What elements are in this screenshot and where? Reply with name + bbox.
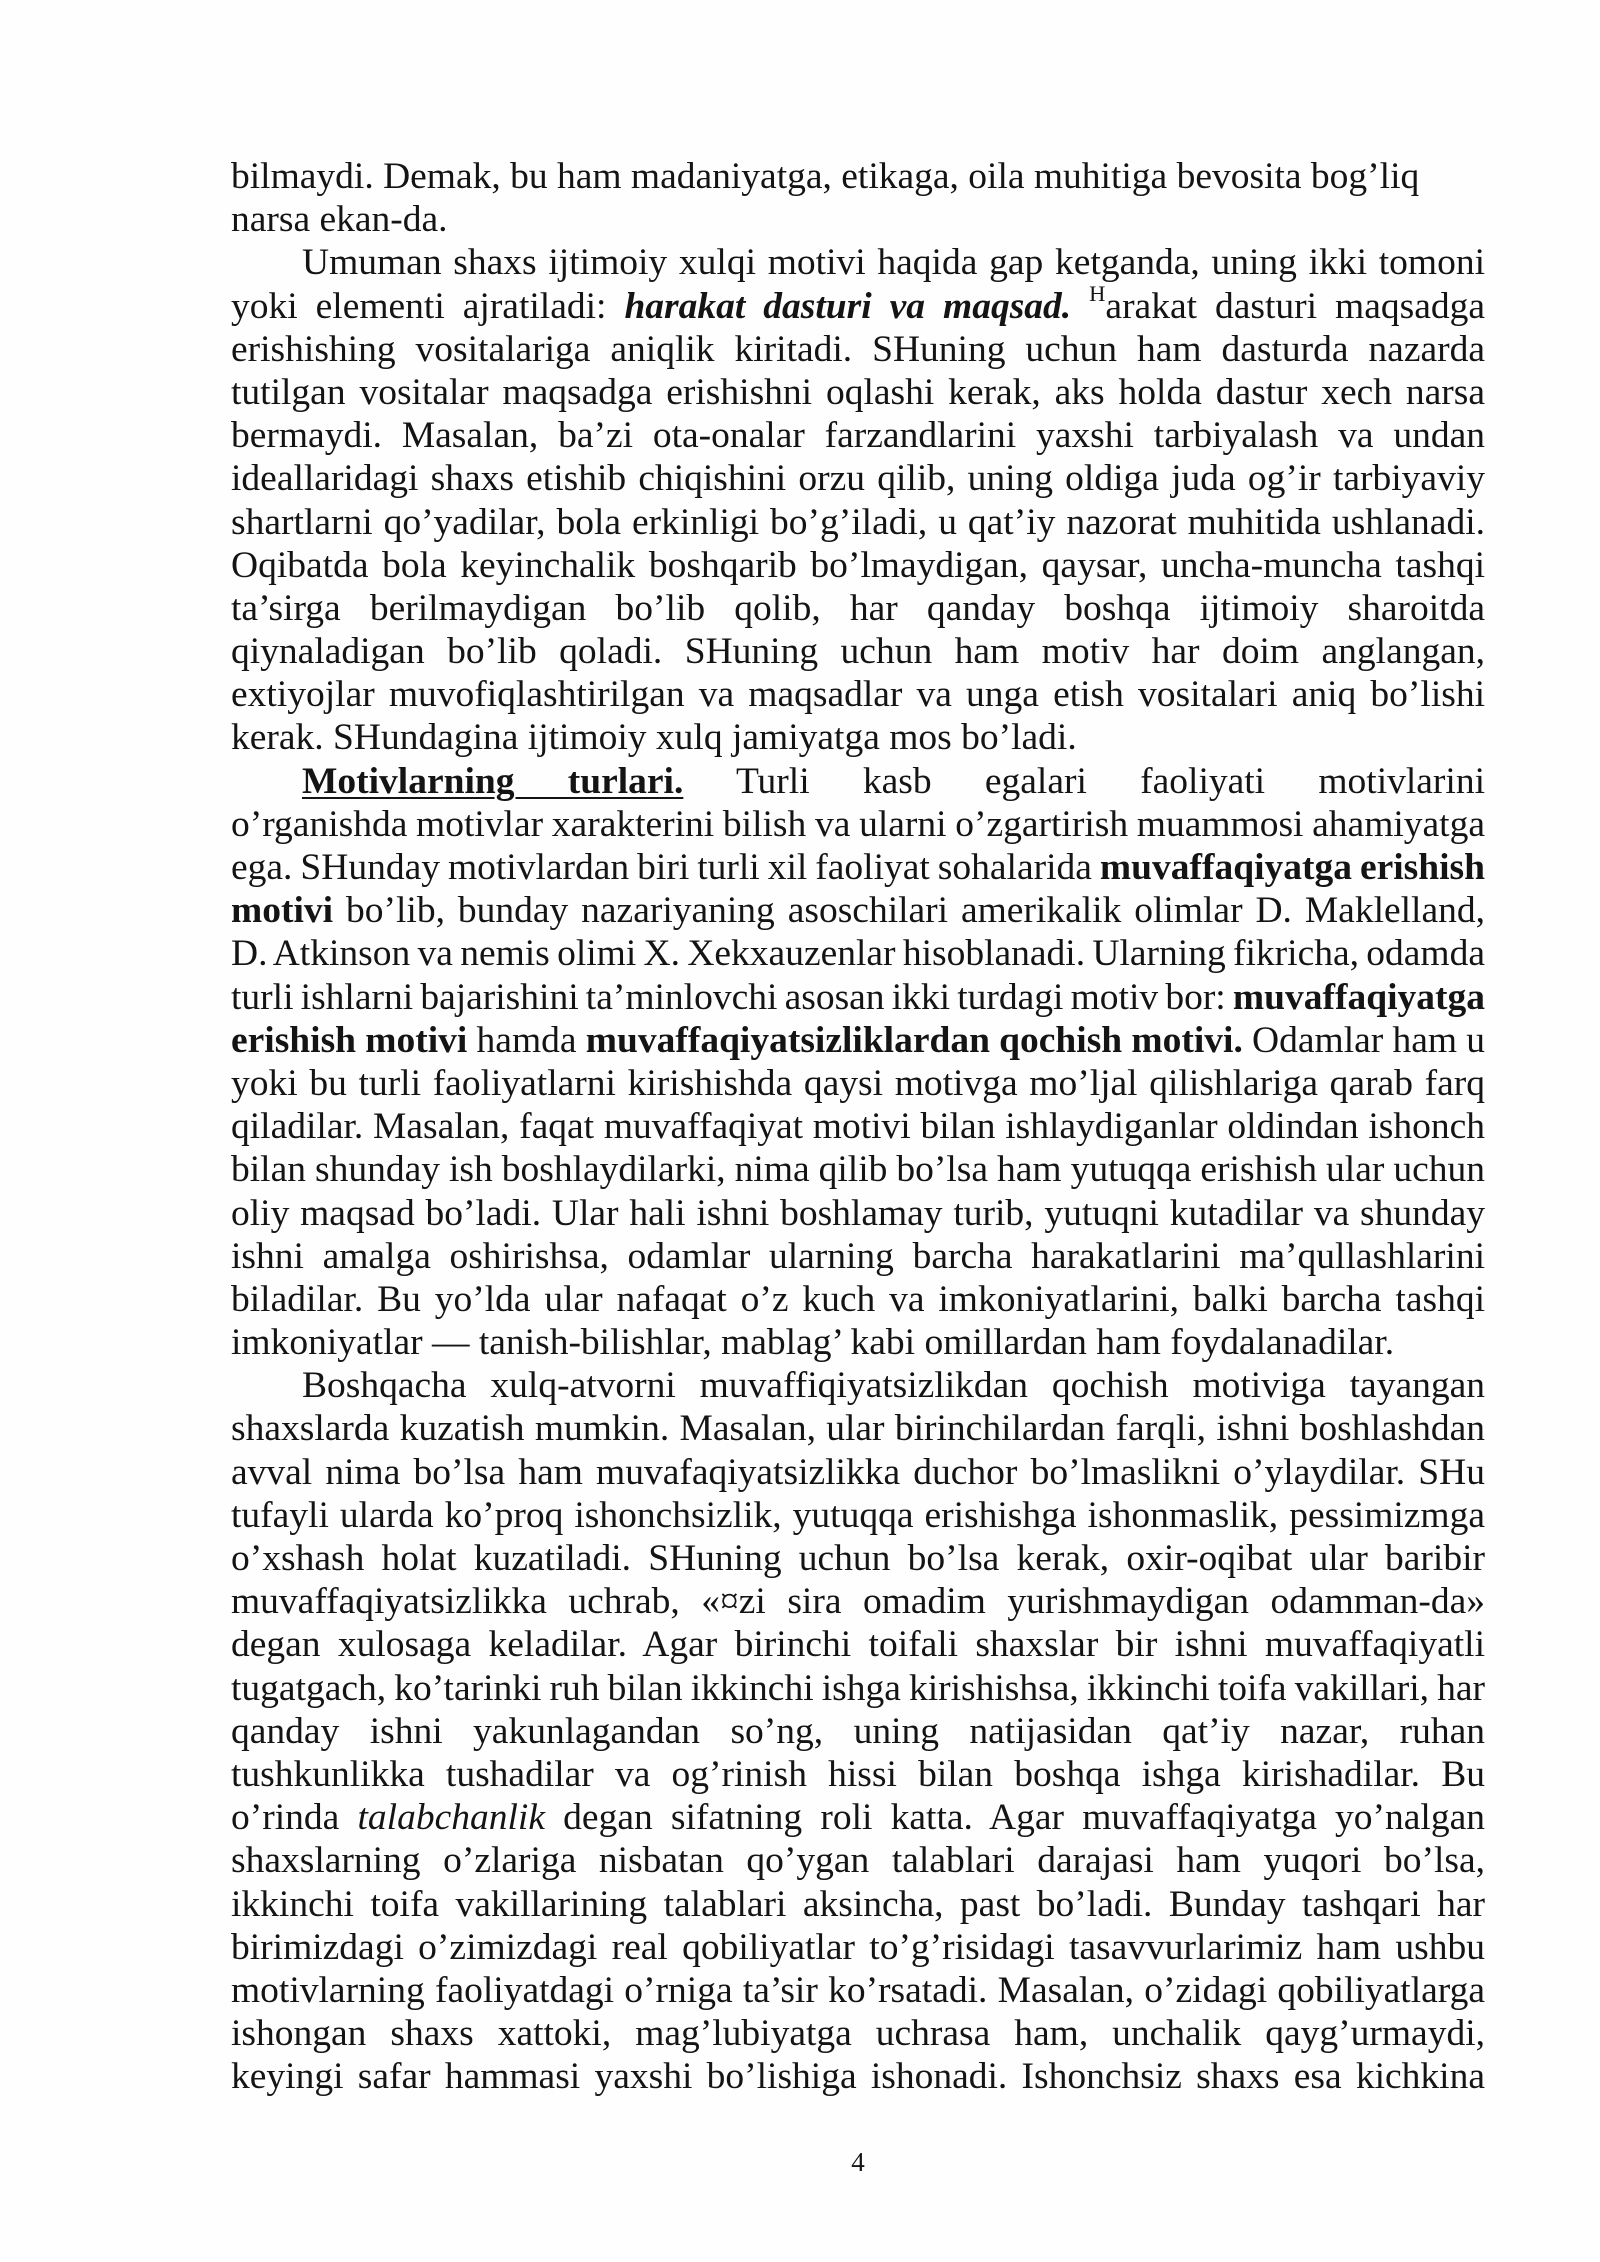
page-number: 4 (851, 2147, 865, 2177)
text-line: yoki bu turli faoliyatlarni kirishishda qaysi motivga mo’ljal qilishlariga qarab farq (231, 1062, 1485, 1104)
text-line: muvaffaqiyatsizlikka uchrab, «¤zi sira omadim yurishmaydigan odamman-da» (231, 1581, 1485, 1623)
text-line: shaxslarda kuzatish mumkin. Masalan, ular birinchilardan farqli, ishni boshlashdan (231, 1408, 1485, 1450)
text-line: keyingi safar hammasi yaxshi bo’lishiga ishonadi. Ishonchsiz shaxs esa kichkina (231, 2056, 1485, 2098)
text-line: tushkunlikka tushadilar va og’rinish hissi bilan boshqa ishga kirishadilar. Bu (231, 1753, 1485, 1795)
text-run: bo’lib, bunday nazariyaning asoschilari amerikalik olimlar D. Maklelland, (333, 890, 1485, 932)
superscript: H (1089, 280, 1106, 306)
text-line: biladilar. Bu yo’lda ular nafaqat o’z kuch va imkoniyatlarini, balki barcha tashqi (231, 1278, 1485, 1320)
text-line: Boshqacha xulq-atvorni muvaffiqiyatsizlikdan qochish motiviga tayangan (302, 1365, 1485, 1407)
text-line: D. Atkinson va nemis olimi X. Xekxauzenlar hisoblanadi. Ularning fikricha, odamda (231, 933, 1485, 975)
text-line: ta’sirga berilmaydigan bo’lib qolib, har qanday boshqa ijtimoiy sharoitda (231, 587, 1485, 629)
text-line: bilmaydi. Demak, bu ham madaniyatga, etikaga, oila muhitiga bevosita bog’liq (231, 156, 1420, 197)
text-line: o’xshash holat kuzatiladi. SHuning uchun bo’lsa kerak, oxir-oqibat ular baribir (231, 1538, 1485, 1579)
text-line: ishni amalga oshirishsa, odamlar ularning barcha harakatlarini ma’qullashlarini (231, 1235, 1485, 1277)
text-body (231, 155, 1485, 2098)
text-line: motivlarning faoliyatdagi o’rniga ta’sir ko’rsatadi. Masalan, o’zidagi qobiliyatlarga (231, 1969, 1485, 2011)
bold-term: muvaffaqiyatga erishish (1099, 847, 1486, 888)
text-line: degan xulosaga keladilar. Agar birinchi toifali shaxslar bir ishni muvaffaqiyatli (231, 1624, 1485, 1666)
text-line: oliy maqsad bo’ladi. Ular hali ishni boshlamay turib, yutuqni kutadilar va shunday (231, 1192, 1485, 1234)
text-line: narsa ekan-da. (231, 199, 448, 241)
text-line: extiyojlar muvofiqlashtirilgan va maqsadlar va unga etish vositalari aniq bo’lishi (231, 674, 1485, 716)
text-line (231, 280, 1485, 328)
text-line: bermaydi. Masalan, ba’zi ota-onalar farzandlarini yaxshi tarbiyalash va undan (231, 415, 1485, 457)
text-line: kerak. SHundagina ijtimoiy xulq jamiyatga mos bo’ladi. (231, 717, 1077, 759)
text-line (231, 889, 1485, 932)
text-run: Odamlar ham u (1242, 1019, 1486, 1061)
text-run: degan sifatning roli katta. Agar muvaffaqiyatga yo’nalgan (544, 1797, 1485, 1839)
text-run: yoki elementi ajratiladi: (231, 285, 625, 327)
text-run: Turli kasb egalari faoliyati motivlarini (683, 760, 1486, 802)
text-line: imkoniyatlar — tanish-bilishlar, mablag’ kabi omillardan ham foydalanadilar. (231, 1322, 1395, 1364)
text-line: shaxslarning o’zlariga nisbatan qo’ygan talablari darajasi ham yuqori bo’lsa, (231, 1840, 1485, 1882)
text-line: birimizdagi o’zimizdagi real qobiliyatlar to’g’risidagi tasavvurlarimiz ham ushbu (231, 1926, 1485, 1968)
bold-term: muvaffaqiyatga (1232, 976, 1485, 1018)
text-line: shartlarni qo’yadilar, bola erkinligi bo’g’iladi, u qat’iy nazorat muhitida ushlanadi. (231, 501, 1485, 543)
text-line: qiladilar. Masalan, faqat muvaffaqiyat motivi bilan ishlaydiganlar oldindan ishonch (231, 1106, 1485, 1148)
text-line: erishishing vositalariga aniqlik kiritadi. SHuning uchun ham dasturda nazarda (231, 328, 1485, 370)
text-line: Umuman shaxs ijtimoiy xulqi motivi haqida gap ketganda, uning ikki tomoni (302, 242, 1485, 284)
text-run: o’rinda (231, 1797, 358, 1839)
paragraph (231, 760, 1485, 1365)
text-line: avval nima bo’lsa ham muvafaqiyatsizlikka duchor bo’lmaslikni o’ylaydilar. SHu (231, 1451, 1485, 1493)
text-line (231, 1796, 1485, 1839)
text-line (231, 1019, 1485, 1062)
text-run: hamda (467, 1019, 586, 1061)
text-run: turli ishlarni bajarishini ta’minlovchi asosan ikki turdagi motiv bor: (231, 976, 1233, 1018)
text-line: qiynaladigan bo’lib qoladi. SHuning uchun ham motiv har doim anglangan, (231, 631, 1485, 673)
paragraph (231, 155, 1485, 241)
bold-term: erishish motivi (231, 1019, 468, 1061)
text-line: tufayli ularda ko’proq ishonchsizlik, yutuqqa erishishga ishonmaslik, pessimizmga (231, 1494, 1485, 1536)
text-line (231, 760, 1485, 803)
text-line: ideallaridagi shaxs etishib chiqishini orzu qilib, uning oldiga juda og’ir tarbiyaviy (231, 458, 1485, 500)
paragraph (231, 241, 1485, 759)
text-line: o’rganishda motivlar xarakterini bilish va ularni o’zgartirish muammosi ahamiyatga (231, 803, 1485, 845)
bold-term: motivi (231, 890, 334, 932)
italic-term: talabchanlik (357, 1797, 545, 1839)
paragraph (231, 1364, 1485, 2098)
text-run: ega. SHunday motivlardan biri turli xil faoliyat sohalarida (231, 847, 1100, 888)
text-line: tutilgan vositalar maqsadga erishishni oqlashi kerak, aks holda dastur xech narsa (231, 371, 1485, 413)
text-line (231, 976, 1485, 1019)
text-line (231, 846, 1485, 889)
emphasized-term: harakat dasturi va maqsad. (624, 285, 1090, 327)
text-line: bilan shunday ish boshlaydilarki, nima qilib bo’lsa ham yutuqqa erishish ular uchun (231, 1149, 1485, 1191)
section-heading: Motivlarning turlari. (302, 760, 684, 802)
text-line: qanday ishni yakunlagandan so’ng, uning natijasidan qat’iy nazar, ruhan (231, 1710, 1485, 1752)
bold-term: muvaffaqiyatsizliklardan qochish motivi. (585, 1019, 1243, 1061)
text-run: arakat dasturi maqsadga (1105, 285, 1485, 327)
text-line: ishongan shaxs xattoki, mag’lubiyatga uchrasa ham, unchalik qayg’urmaydi, (231, 2013, 1485, 2055)
text-line: tugatgach, ko’tarinki ruh bilan ikkinchi ishga kirishishsa, ikkinchi toifa vakillari, har (231, 1667, 1485, 1709)
text-line: ikkinchi toifa vakillarining talablari aksincha, past bo’ladi. Bunday tashqari har (231, 1883, 1485, 1925)
text-line: Oqibatda bola keyinchalik boshqarib bo’lmaydigan, qaysar, uncha-muncha tashqi (231, 544, 1485, 586)
